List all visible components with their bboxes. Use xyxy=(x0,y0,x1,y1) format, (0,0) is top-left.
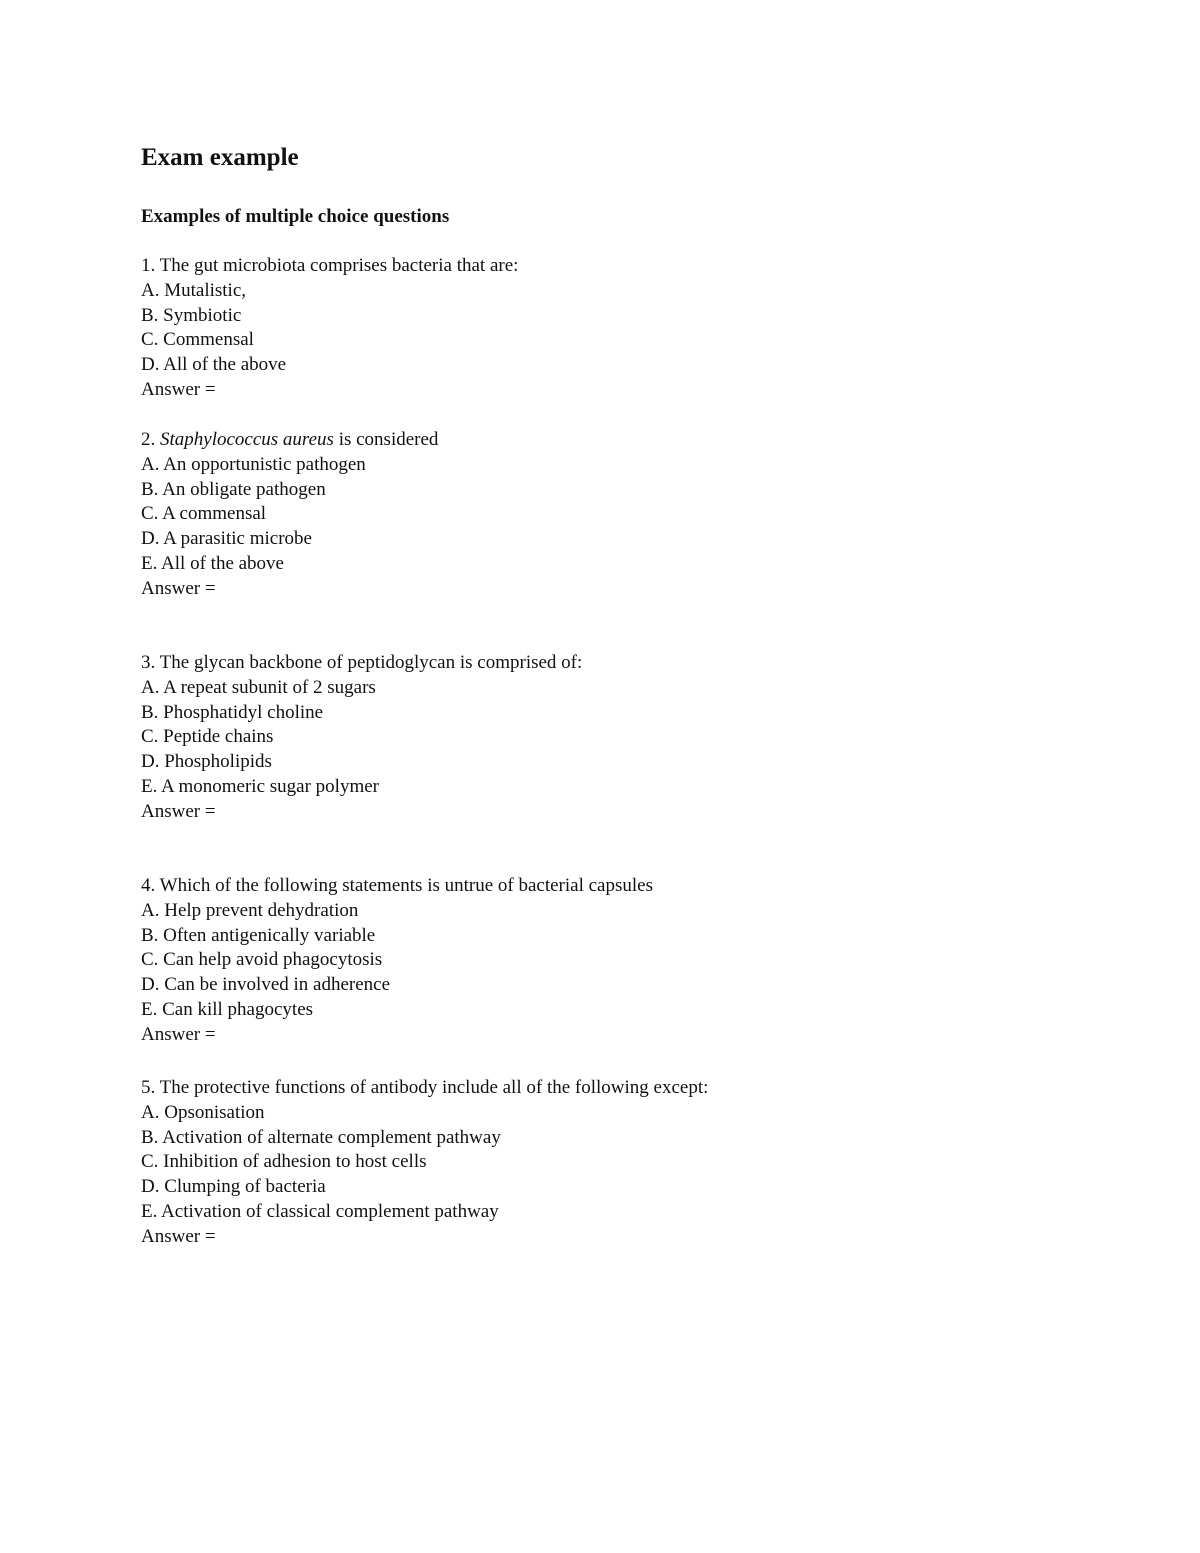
option-e: E. Can kill phagocytes xyxy=(141,998,314,1020)
option-a: A. Opsonisation xyxy=(141,1101,265,1123)
question-4 xyxy=(141,874,653,1048)
question-text: is considered xyxy=(338,429,439,450)
question-number: 4. xyxy=(141,875,156,896)
option-e: E. All of the above xyxy=(141,552,284,574)
option-a: A. A repeat subunit of 2 sugars xyxy=(141,676,376,698)
question-number: 1. xyxy=(141,255,156,276)
option-d: D. Phospholipids xyxy=(141,751,272,773)
option-c: C. Can help avoid phagocytosis xyxy=(141,949,383,971)
question-text: Which of the following statements is untrue of bacterial capsules xyxy=(159,875,653,896)
answer-label: Answer = xyxy=(141,378,216,400)
question-text: The gut microbiota comprises bacteria that are: xyxy=(159,255,519,276)
answer-label: Answer = xyxy=(141,800,216,822)
option-a: A. Help prevent dehydration xyxy=(141,899,359,921)
option-a: A. Mutalistic, xyxy=(141,279,247,301)
question-text: The glycan backbone of peptidoglycan is comprised of: xyxy=(159,652,583,673)
option-d: D. Can be involved in adherence xyxy=(141,974,391,996)
page-title: Exam example xyxy=(141,144,299,171)
option-c: C. Peptide chains xyxy=(141,726,274,748)
question-3-stem xyxy=(141,651,582,676)
answer-label: Answer = xyxy=(141,577,216,599)
option-b: B. An obligate pathogen xyxy=(141,478,326,500)
option-e: E. Activation of classical complement pathway xyxy=(141,1200,499,1222)
question-2-stem xyxy=(141,428,438,453)
question-1-stem xyxy=(141,254,518,279)
option-e: E. A monomeric sugar polymer xyxy=(141,775,379,797)
option-b: B. Phosphatidyl choline xyxy=(141,701,324,723)
option-a: A. An opportunistic pathogen xyxy=(141,453,366,475)
question-number: 5. xyxy=(141,1077,156,1098)
option-c: C. Commensal xyxy=(141,329,254,351)
question-text: The protective functions of antibody include all of the following except: xyxy=(159,1077,709,1098)
option-c: C. Inhibition of adhesion to host cells xyxy=(141,1151,427,1173)
option-c: C. A commensal xyxy=(141,503,267,525)
option-d: D. A parasitic microbe xyxy=(141,528,312,550)
option-b: B. Symbiotic xyxy=(141,304,242,326)
question-2 xyxy=(141,428,438,602)
question-3 xyxy=(141,651,582,825)
question-number: 2. xyxy=(141,429,156,450)
option-d: D. Clumping of bacteria xyxy=(141,1176,326,1198)
question-4-stem xyxy=(141,874,653,899)
question-5 xyxy=(141,1076,708,1250)
option-d: D. All of the above xyxy=(141,354,287,376)
section-subtitle: Examples of multiple choice questions xyxy=(141,206,450,227)
question-number: 3. xyxy=(141,652,156,673)
option-b: B. Often antigenically variable xyxy=(141,924,376,946)
option-b: B. Activation of alternate complement pathway xyxy=(141,1126,501,1148)
answer-label: Answer = xyxy=(141,1023,216,1045)
answer-label: Answer = xyxy=(141,1225,216,1247)
question-5-stem xyxy=(141,1076,708,1101)
question-text-italic: Staphylococcus aureus xyxy=(160,429,334,450)
question-1 xyxy=(141,254,518,403)
